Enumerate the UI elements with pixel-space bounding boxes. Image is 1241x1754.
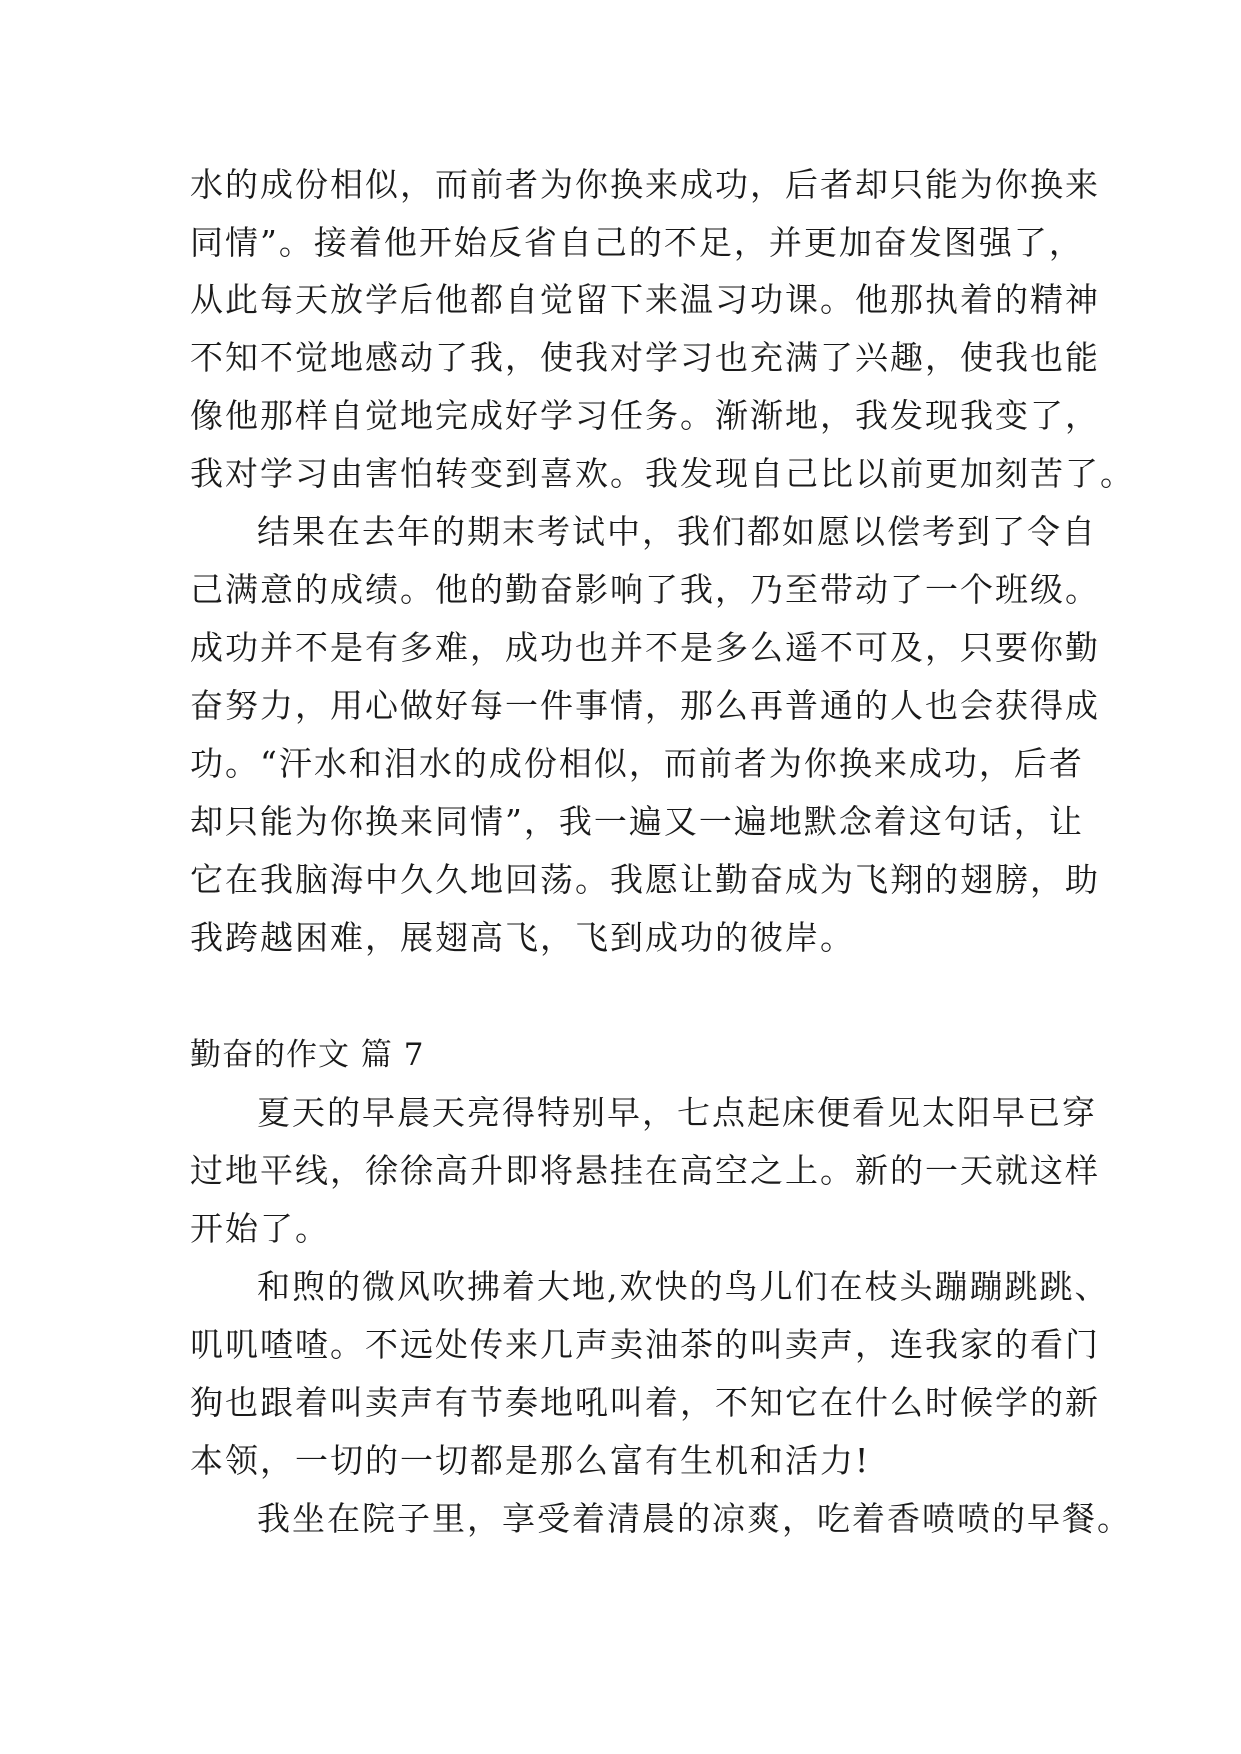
text-line: 和煦的微风吹拂着大地,欢快的鸟儿们在枝头蹦蹦跳跳、 — [257, 1267, 1110, 1306]
text-line: 它在我脑海中久久地回荡。我愿让勤奋成为飞翔的翅膀，助 — [190, 860, 1100, 899]
text-line: 成功并不是有多难，成功也并不是多么遥不可及，只要你勤 — [190, 628, 1100, 667]
text-line: 我对学习由害怕转变到喜欢。我发现自己比以前更加刻苦了。 — [190, 454, 1135, 493]
text-line: 夏天的早晨天亮得特别早，七点起床便看见太阳早已穿 — [257, 1093, 1097, 1132]
text-line: 我坐在院子里，享受着清晨的凉爽，吃着香喷喷的早餐。 — [257, 1499, 1132, 1538]
text-line: 像他那样自觉地完成好学习任务。渐渐地，我发现我变了， — [190, 396, 1100, 435]
text-line: 本领，一切的一切都是那么富有生机和活力! — [190, 1441, 871, 1480]
text-line: 奋努力，用心做好每一件事情，那么再普通的人也会获得成 — [190, 686, 1100, 725]
text-line: 狗也跟着叫卖声有节奏地吼叫着，不知它在什么时候学的新 — [190, 1383, 1100, 1422]
text-line: 不知不觉地感动了我，使我对学习也充满了兴趣，使我也能 — [190, 338, 1100, 377]
text-line: 功。“汗水和泪水的成份相似，而前者为你换来成功，后者 — [190, 744, 1084, 783]
text-line: 从此每天放学后他都自觉留下来温习功课。他那执着的精神 — [190, 280, 1100, 319]
text-line: 结果在去年的期末考试中，我们都如愿以偿考到了令自 — [257, 512, 1097, 551]
section-heading: 勤奋的作文 篇 7 — [190, 1037, 425, 1073]
text-line: 同情”。接着他开始反省自己的不足，并更加奋发图强了， — [190, 223, 1084, 262]
text-line: 己满意的成绩。他的勤奋影响了我，乃至带动了一个班级。 — [190, 570, 1100, 609]
text-line: 过地平线，徐徐高升即将悬挂在高空之上。新的一天就这样 — [190, 1151, 1100, 1190]
text-line: 却只能为你换来同情”，我一遍又一遍地默念着这句话，让 — [190, 802, 1084, 841]
text-line: 我跨越困难，展翅高飞，飞到成功的彼岸。 — [190, 918, 855, 957]
text-line: 叽叽喳喳。不远处传来几声卖油茶的叫卖声，连我家的看门 — [190, 1325, 1100, 1364]
text-line: 开始了。 — [190, 1209, 330, 1248]
text-line: 水的成份相似，而前者为你换来成功，后者却只能为你换来 — [190, 165, 1100, 204]
